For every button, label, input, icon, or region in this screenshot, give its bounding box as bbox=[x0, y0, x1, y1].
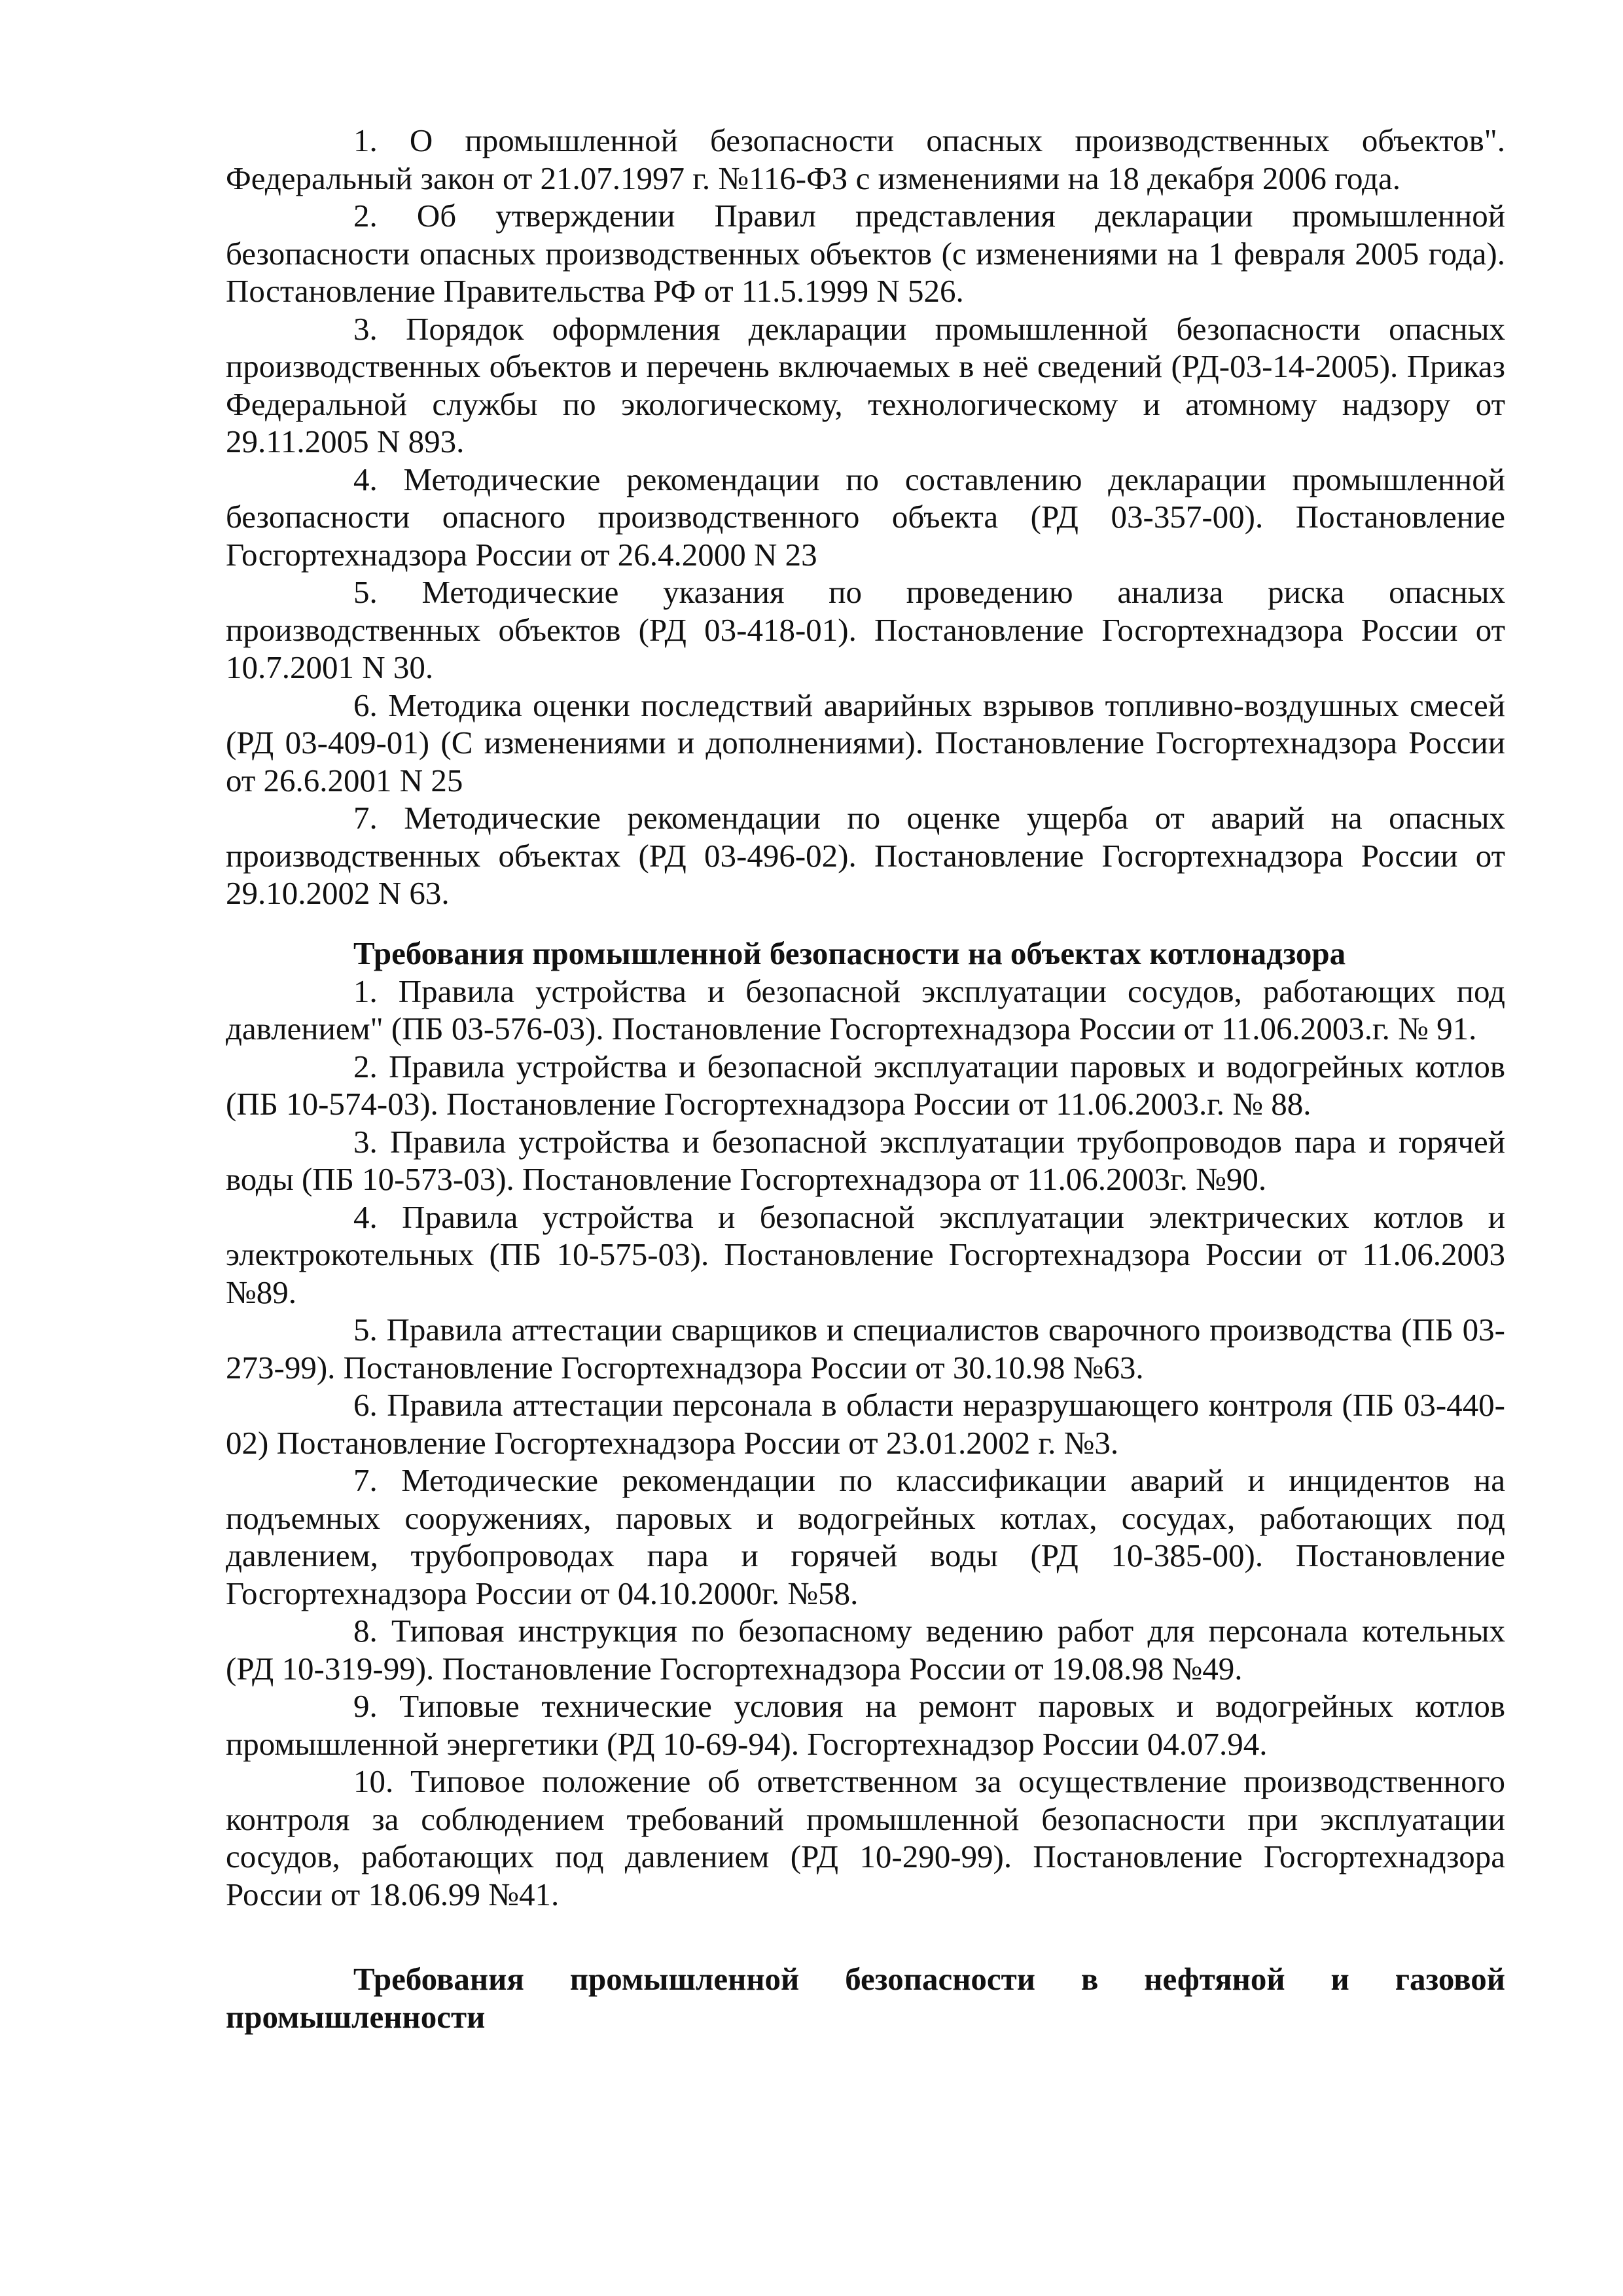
list-item: 5. Методические указания по проведению анализа риска опасных производственных объектов (РД 03-418-01). Постановление Госгортехнадзора России от 10.7.2001 N 30. bbox=[226, 574, 1505, 685]
list-item: 2. Об утверждении Правил представления декларации промышленной безопасности опасных производственных объектов (с изменениями на 1 февраля 2005 года). Постановление Правительства РФ от 11.5.1999 N 526. bbox=[226, 198, 1505, 309]
list-item: 10. Типовое положение об ответственном за осуществление производственного контроля за соблюдением требований промышленной безопасности при эксплуатации сосудов, работающих под давлением (РД 10-290-99). Постановление Госгортехнадзора России от 18.06.99 №41. bbox=[226, 1763, 1505, 1912]
list-item: 7. Методические рекомендации по классификации аварий и инцидентов на подъемных сооружениях, паровых и водогрейных котлах, сосудах, работающих под давлением, трубопроводах пара и горячей воды (РД 10-385-00). Постановление Госгортехнадзора России от 04.10.2000г. №58. bbox=[226, 1462, 1505, 1611]
list-item: 9. Типовые технические условия на ремонт паровых и водогрейных котлов промышленной энергетики (РД 10-69-94). Госгортехнадзор России 04.07.94. bbox=[226, 1688, 1505, 1762]
list-item: 1. О промышленной безопасности опасных производственных объектов". Федеральный закон от 21.07.1997 г. №116-ФЗ с изменениями на 18 декабря 2006 года. bbox=[226, 122, 1505, 196]
list-item: 2. Правила устройства и безопасной эксплуатации паровых и водогрейных котлов (ПБ 10-574-03). Постановление Госгортехнадзора России от 11.06.2003.г. № 88. bbox=[226, 1048, 1505, 1122]
list-item: 3. Порядок оформления декларации промышленной безопасности опасных производственных объектов и перечень включаемых в неё сведений (РД-03-14-2005). Приказ Федеральной службы по экологическому, технологическому и атомному надзору от 29.11.2005 N 893. bbox=[226, 310, 1505, 459]
regulations-list-general bbox=[226, 122, 1505, 912]
list-item: 7. Методические рекомендации по оценке ущерба от аварий на опасных производственных объектах (РД 03-496-02). Постановление Госгортехнадзора России от 29.10.2002 N 63. bbox=[226, 800, 1505, 911]
regulations-list-oil-gas bbox=[226, 1960, 1505, 2036]
list-item: 6. Правила аттестации персонала в области неразрушающего контроля (ПБ 03-440-02) Постановление Госгортехнадзора России от 23.01.2002 г. №3. bbox=[226, 1387, 1505, 1461]
list-item: 1. Правила устройства и безопасной эксплуатации сосудов, работающих под давлением" (ПБ 03-576-03). Постановление Госгортехнадзора России от 11.06.2003.г. № 91. bbox=[226, 973, 1505, 1047]
list-item: 6. Методика оценки последствий аварийных взрывов топливно-воздушных смесей (РД 03-409-01) (С изменениями и дополнениями). Постановление Госгортехнадзора России от 26.6.2001 N 25 bbox=[226, 687, 1505, 798]
regulations-list-boiler-supervision bbox=[226, 935, 1505, 1913]
list-item: 5. Правила аттестации сварщиков и специалистов сварочного производства (ПБ 03-273-99). Постановление Госгортехнадзора России от 30.10.98 №63. bbox=[226, 1312, 1505, 1386]
list-item: 3. Правила устройства и безопасной эксплуатации трубопроводов пара и горячей воды (ПБ 10-573-03). Постановление Госгортехнадзора от 11.06.2003г. №90. bbox=[226, 1123, 1505, 1197]
section-heading: Требования промышленной безопасности в нефтяной и газовой промышленности bbox=[226, 1961, 1505, 2035]
section-heading: Требования промышленной безопасности на объектах котлонадзора bbox=[353, 935, 1346, 971]
list-item: 4. Методические рекомендации по составлению декларации промышленной безопасности опасного производственного объекта (РД 03-357-00). Постановление Госгортехнадзора России от 26.4.2000 N 23 bbox=[226, 461, 1505, 573]
list-item: 8. Типовая инструкция по безопасному ведению работ для персонала котельных (РД 10-319-99). Постановление Госгортехнадзора России от 19.08.98 №49. bbox=[226, 1613, 1505, 1687]
list-item: 4. Правила устройства и безопасной эксплуатации электрических котлов и электрокотельных (ПБ 10-575-03). Постановление Госгортехнадзора России от 11.06.2003 №89. bbox=[226, 1198, 1505, 1310]
